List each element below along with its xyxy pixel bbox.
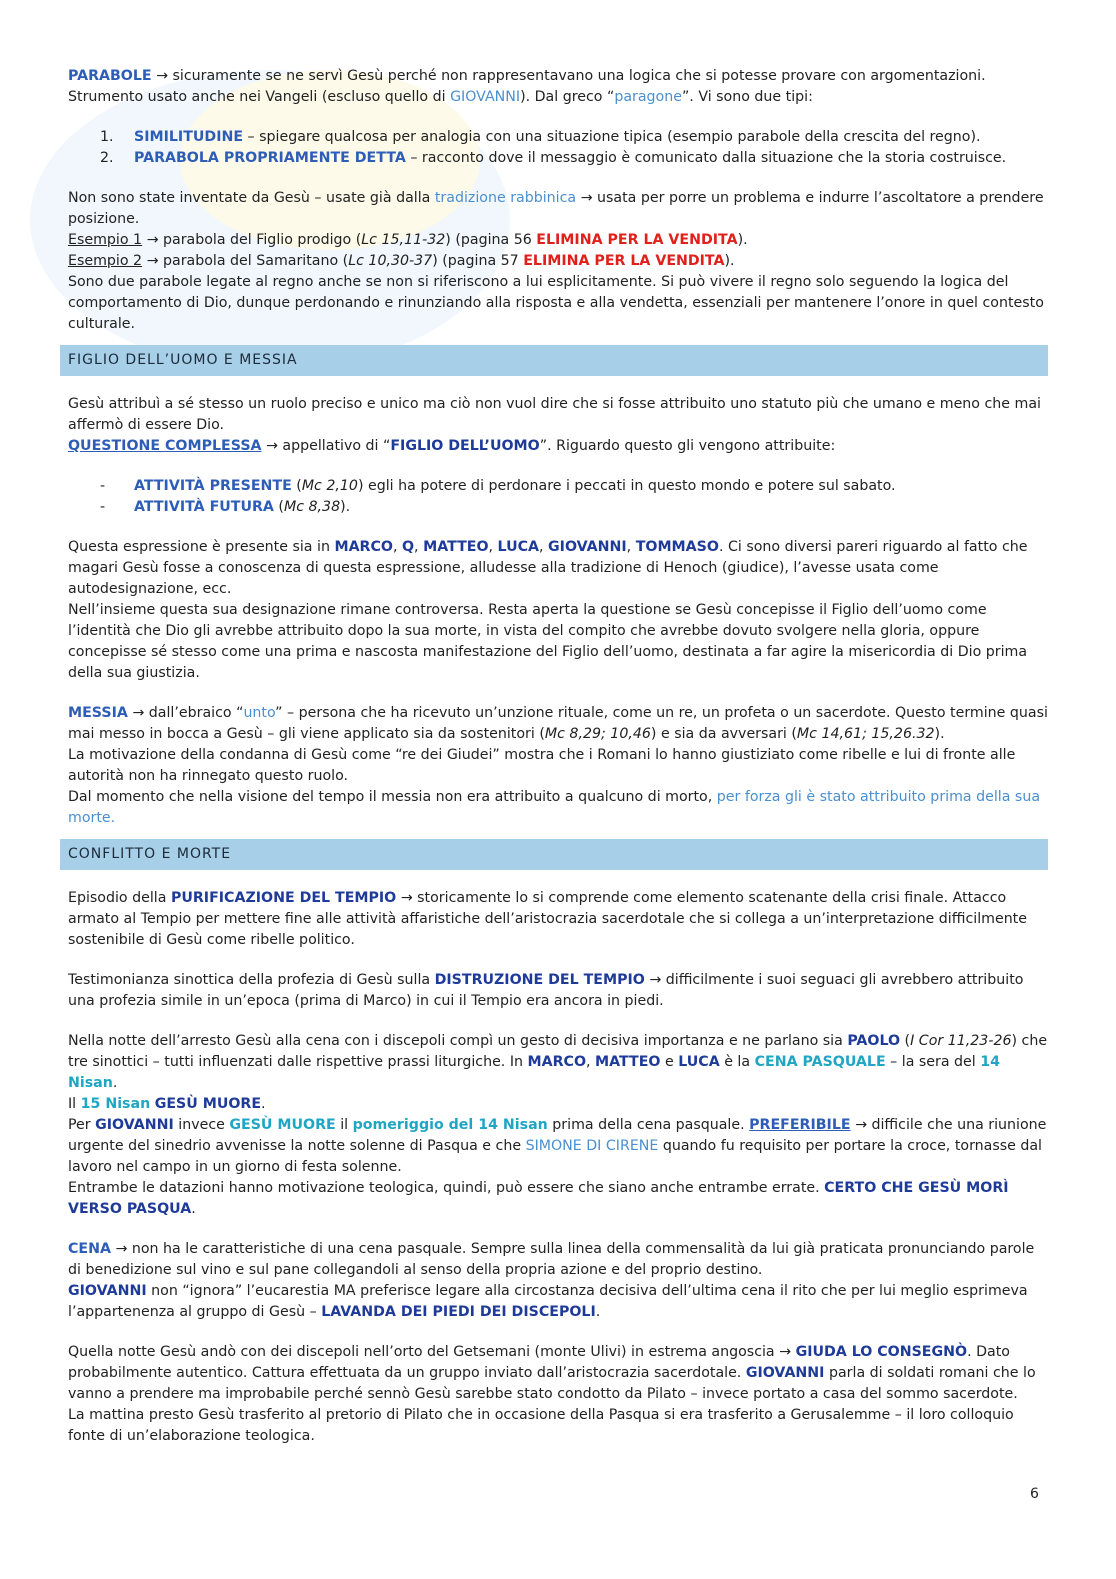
messia-condanna: La motivazione della condanna di Gesù come “re dei Giudei” mostra che i Romani lo hanno giustiziato come ribelle e lui di fronte alle autorità non ha rinnegato questo ruolo. <box>68 747 1016 784</box>
attivita-list <box>68 476 1048 518</box>
example-2: Esempio 2 → parabola del Samaritano (Lc 10,30-37) (pagina 57 ELIMINA PER LA VENDITA). <box>68 253 735 269</box>
example-1: Esempio 1 → parabola del Figlio prodigo (Lc 15,11-32) (pagina 56 ELIMINA PER LA VENDITA). <box>68 232 748 248</box>
parabole-intro: PARABOLE → sicuramente se ne servì Gesù perché non rappresentavano una logica che si potesse provare con argomentazioni. Strumento usato anche nei Vangeli (escluso quello di GIOVANNI). Dal greco “paragone”. Vi sono due tipi: <box>68 68 986 105</box>
section-header-conflitto: CONFLITTO E MORTE <box>60 839 1048 870</box>
parabole-types-list <box>68 127 1048 169</box>
messia-definition: MESSIA → dall’ebraico “unto” – persona che ha ricevuto un’unzione rituale, come un re, un profeta o un sacerdote. Questo termine quasi mai messo in bocca a Gesù – gli viene applicato sia da sostenitori (Mc 8,29; 10,46) e sia da avversari (Mc 14,61; 15,26.32). <box>68 705 1048 742</box>
questione-complessa: QUESTIONE COMPLESSA → appellativo di “FIGLIO DELL’UOMO”. Riguardo questo gli vengono attribuite: <box>68 438 836 454</box>
distruzione-paragraph: Testimonianza sinottica della profezia di Gesù sulla DISTRUZIONE DEL TEMPIO → difficilmente i suoi seguaci gli avrebbero attribuito una profezia simile in un’epoca (prima di Marco) in cui il Tempio era ancora in piedi. <box>68 972 1024 1009</box>
list-item: 2. PARABOLA PROPRIAMENTE DETTA – racconto dove il messaggio è comunicato dalla situazione che la storia costruisce. <box>100 150 1007 166</box>
cena-paragraph: CENA → non ha le caratteristiche di una cena pasquale. Sempre sulla linea della commensalità da lui già praticata pronunciando parole di benedizione sul vino e sul pane collegandoli al senso della propria azione e del proprio destino. <box>68 1241 1035 1278</box>
page-content <box>68 66 1048 1447</box>
getsemani-paragraph: Quella notte Gesù andò con dei discepoli nell’orto del Getsemani (monte Ulivi) in estrema angoscia → GIUDA LO CONSEGNÒ. Dato probabilmente autentico. Cattura effettuata da un gruppo inviato dall’aristocrazia sacerdotale. GIOVANNI parla di soldati romani che lo vanno a prendere ma improbabile perché sennò Gesù sarebbe stato condotto da Pilato – invece portato a casa del sommo sacerdote. <box>68 1344 1036 1402</box>
parabole-conclusion: Sono due parabole legate al regno anche se non si riferiscono a lui esplicitamente. Si può vivere il regno solo seguendo la logica del comportamento di Dio, dunque perdonando e rinunziando alla risposta e alla vendetta, essenziali per mantenere l’onore in quel contesto culturale. <box>68 274 1044 332</box>
list-item: - ATTIVITÀ FUTURA (Mc 8,38). <box>100 499 351 515</box>
list-item: 1. SIMILITUDINE – spiegare qualcosa per analogia con una situazione tipica (esempio parabole della crescita del regno). <box>100 129 981 145</box>
figlio-intro: Gesù attribuì a sé stesso un ruolo preciso e unico ma ciò non vuol dire che si fosse attribuito uno statuto più che umano e meno che mai affermò di essere Dio. <box>68 396 1041 433</box>
messia-conclusion: Dal momento che nella visione del tempo il messia non era attribuito a qualcuno di morto, per forza gli è stato attribuito prima della sua morte. <box>68 789 1041 826</box>
figlio-sources: Questa espressione è presente sia in MARCO, Q, MATTEO, LUCA, GIOVANNI, TOMMASO. Ci sono diversi pareri riguardo al fatto che magari Gesù fosse a conoscenza di questa espressione, alludesse alla tradizione di Henoch (giudice), l’avesse usata come autodesignazione, ecc. <box>68 539 1028 597</box>
giovanni-paragraph: Per GIOVANNI invece GESÙ MUORE il pomeriggio del 14 Nisan prima della cena pasquale. PREFERIBILE → difficile che una riunione urgente del sinedrio avvenisse la notte solenne di Pasqua e che SIMONE DI CIRENE quando fu requisito per portare la croce, tornasse dal lavoro nel campo in un giorno di festa solenne. <box>68 1117 1047 1175</box>
nisan15-line: Il 15 Nisan GESÙ MUORE. <box>68 1096 266 1112</box>
pilato-paragraph: La mattina presto Gesù trasferito al pretorio di Pilato che in occasione della Pasqua si era trasferito a Gerusalemme – il loro colloquio fonte di un’elaborazione teologica. <box>68 1407 1014 1444</box>
list-item: - ATTIVITÀ PRESENTE (Mc 2,10) egli ha potere di perdonare i peccati in questo mondo e potere sul sabato. <box>100 478 896 494</box>
purificazione-paragraph: Episodio della PURIFICAZIONE DEL TEMPIO → storicamente lo si comprende come elemento scatenante della crisi finale. Attacco armato al Tempio per mettere fine alle attività affaristiche dell’aristocrazia sacerdotale che si collega a un’interpretazione difficilmente sostenibile di Gesù come ribelle politico. <box>68 890 1027 948</box>
datazioni-paragraph: Entrambe le datazioni hanno motivazione teologica, quindi, può essere che siano anche entrambe errate. CERTO CHE GESÙ MORÌ VERSO PASQUA. <box>68 1180 1009 1217</box>
page-number: 6 <box>1030 1486 1039 1502</box>
parabole-origin: Non sono state inventate da Gesù – usate già dalla tradizione rabbinica → usata per porre un problema e indurre l’ascoltatore a prendere posizione. <box>68 190 1044 227</box>
figlio-controversy: Nell’insieme questa sua designazione rimane controversa. Resta aperta la questione se Gesù concepisse il Figlio dell’uomo come l’identità che Dio gli avrebbe attribuito dopo la sua morte, in vista del compito che avrebbe dovuto svolgere nella gloria, oppure concepisse sé stesso come una prima e nascosta manifestazione del Figlio dell’uomo, destinata a far agire la misericordia di Dio prima della sua giustizia. <box>68 602 1028 681</box>
section-header-figlio: FIGLIO DELL’UOMO E MESSIA <box>60 345 1048 376</box>
arresto-paragraph: Nella notte dell’arresto Gesù alla cena con i discepoli compì un gesto di decisiva importanza e ne parlano sia PAOLO (I Cor 11,23-26) che tre sinottici – tutti influenzati dalle rispettive prassi liturgiche. In MARCO, MATTEO e LUCA è la CENA PASQUALE – la sera del 14 Nisan. <box>68 1033 1048 1091</box>
eucarestia-paragraph: GIOVANNI non “ignora” l’eucarestia MA preferisce legare alla circostanza decisiva dell’ultima cena il rito che per lui meglio esprimeva l’appartenenza al gruppo di Gesù – LAVANDA DEI PIEDI DEI DISCEPOLI. <box>68 1283 1028 1320</box>
